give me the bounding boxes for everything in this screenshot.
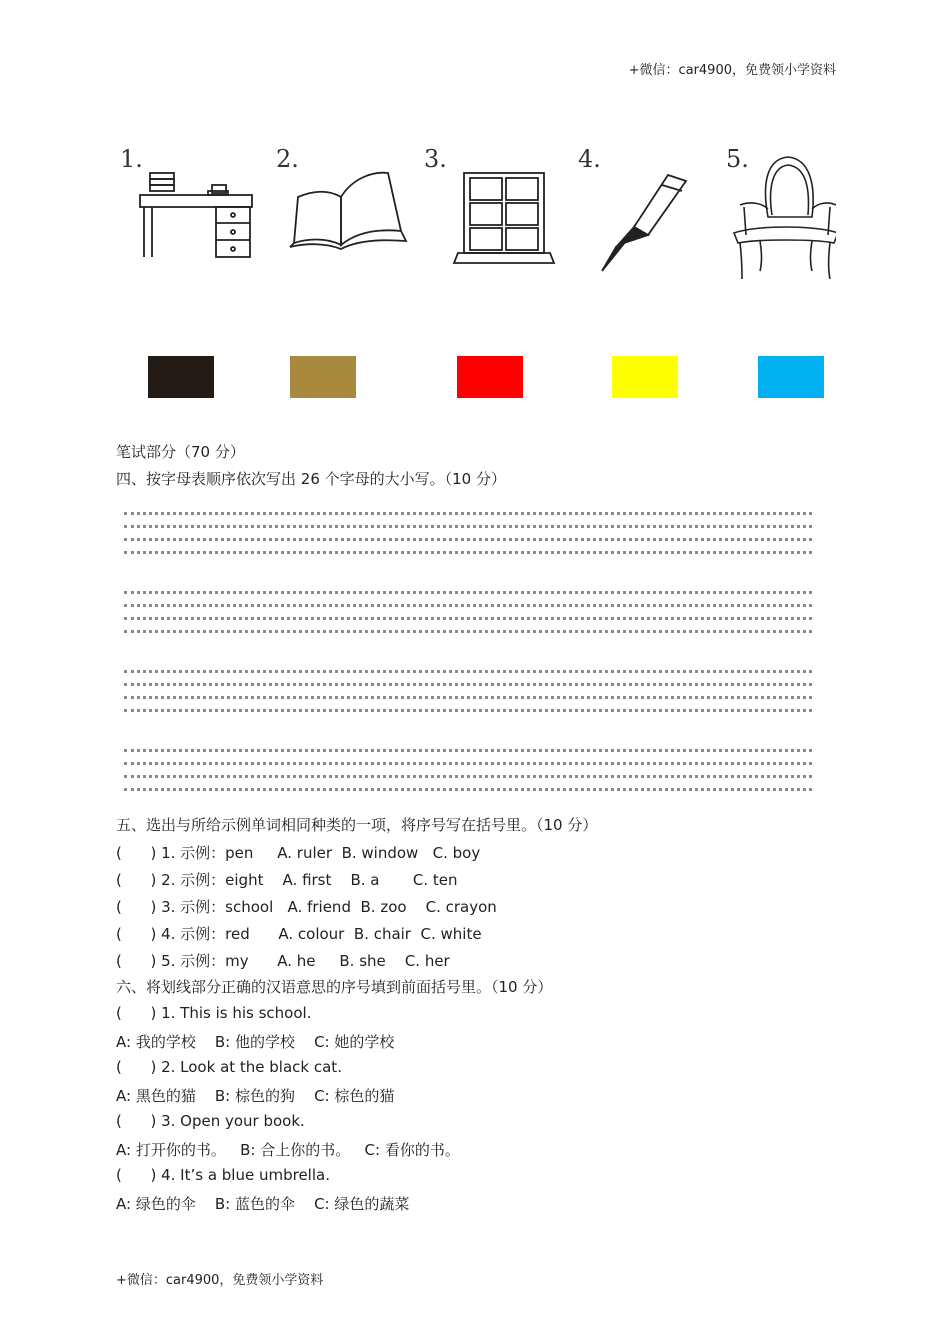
answer-options: A: 打开你的书。 B: 合上你的书。 C: 看你的书。 — [116, 1141, 460, 1159]
color-swatch-gold — [290, 356, 356, 398]
chair-icon — [726, 145, 836, 285]
writing-lines-3[interactable] — [124, 670, 812, 722]
answer-options: A: 黑色的猫 B: 棕色的狗 C: 棕色的猫 — [116, 1087, 395, 1105]
pen-icon — [578, 145, 718, 275]
picture-4 — [578, 145, 718, 275]
question-item: ( ) 5. 示例：my A. he B. she C. her — [116, 952, 450, 970]
question-item: ( ) 2. Look at the black cat. — [116, 1058, 342, 1076]
writing-lines-1[interactable] — [124, 512, 812, 564]
picture-number: 1. — [120, 145, 143, 173]
question-item: ( ) 4. It’s a blue umbrella. — [116, 1166, 330, 1184]
picture-1 — [120, 145, 260, 265]
page-footer: +微信：car4900，免费领小学资料 — [116, 1273, 324, 1288]
picture-3 — [424, 145, 564, 270]
picture-number: 2. — [276, 145, 299, 173]
question-item: ( ) 1. 示例：pen A. ruler B. window C. boy — [116, 844, 481, 862]
writing-lines-2[interactable] — [124, 591, 812, 643]
desk-icon — [120, 145, 260, 265]
section-4-title: 四、按字母表顺序依次写出 26 个字母的大小写。（10 分） — [116, 470, 506, 488]
picture-number: 5. — [726, 145, 749, 173]
color-swatch-blue — [758, 356, 824, 398]
section-6-title: 六、将划线部分正确的汉语意思的序号填到前面括号里。（10 分） — [116, 978, 553, 996]
picture-number: 4. — [578, 145, 601, 173]
window-icon — [424, 145, 564, 270]
question-item: ( ) 2. 示例：eight A. first B. a C. ten — [116, 871, 458, 889]
answer-options: A: 我的学校 B: 他的学校 C: 她的学校 — [116, 1033, 395, 1051]
page-header: +微信：car4900，免费领小学资料 — [628, 63, 836, 78]
question-item: ( ) 3. Open your book. — [116, 1112, 305, 1130]
color-swatch-yellow — [612, 356, 678, 398]
color-swatch-red — [457, 356, 523, 398]
picture-row — [120, 145, 840, 285]
book-icon — [276, 145, 416, 265]
question-item: ( ) 4. 示例：red A. colour B. chair C. white — [116, 925, 482, 943]
question-item: ( ) 3. 示例：school A. friend B. zoo C. crayon — [116, 898, 497, 916]
picture-number: 3. — [424, 145, 447, 173]
picture-5 — [726, 145, 836, 285]
writing-lines-4[interactable] — [124, 749, 812, 801]
color-swatch-brown — [148, 356, 214, 398]
picture-2 — [276, 145, 416, 265]
answer-options: A: 绿色的伞 B: 蓝色的伞 C: 绿色的蔬菜 — [116, 1195, 410, 1213]
written-part-title: 笔试部分（70 分） — [116, 443, 245, 461]
question-item: ( ) 1. This is his school. — [116, 1004, 312, 1022]
section-5-title: 五、选出与所给示例单词相同种类的一项，将序号写在括号里。（10 分） — [116, 816, 598, 834]
